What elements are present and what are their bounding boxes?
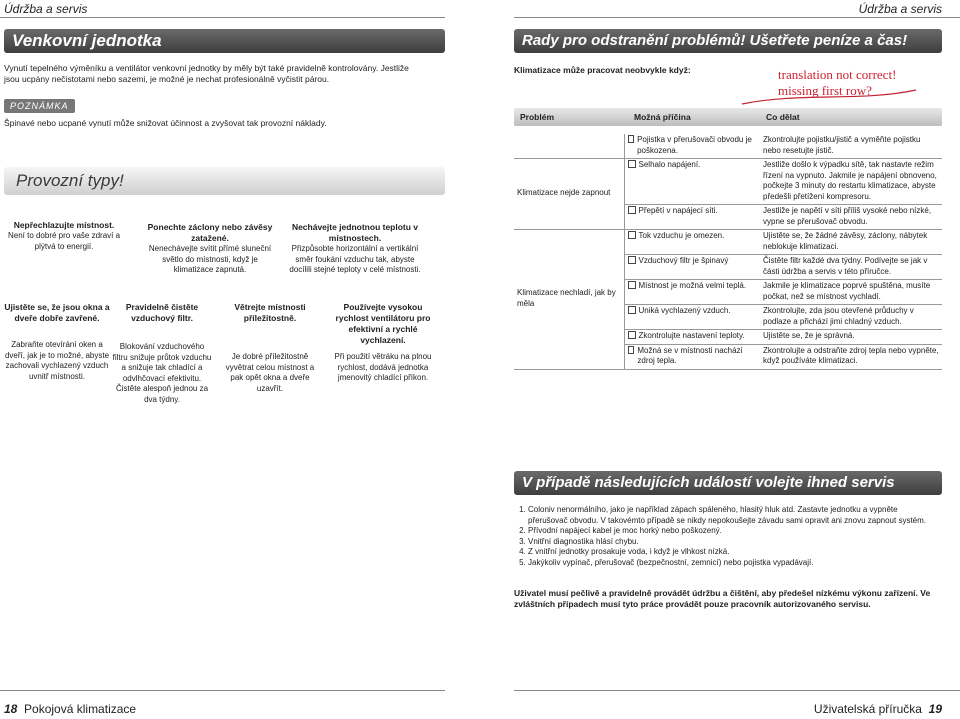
table-row bbox=[514, 230, 942, 255]
tip-card bbox=[328, 302, 438, 384]
problem-cell bbox=[514, 134, 624, 159]
action-cell: Čistěte filtr každé dva týdny. Podívejte se jak v části údržba a servis v této příručce. bbox=[760, 255, 942, 280]
checkbox-icon bbox=[628, 331, 636, 339]
tip-title: Větrejte místnosti příležitostně. bbox=[234, 302, 306, 323]
footer-rule-left bbox=[0, 690, 445, 691]
action-cell: Jestliže je napětí v síti příliš vysoké nebo nízké, vypne se přerušovač obvodu. bbox=[760, 205, 942, 230]
action-cell: Zkontrolujte, zda jsou otevřené průduchy v podlaze a přichází jimi chladný vzduch. bbox=[760, 305, 942, 330]
footer-title: Uživatelská příručka bbox=[813, 702, 922, 716]
col-header-action: Co dělat bbox=[766, 112, 800, 122]
checkbox-icon bbox=[628, 306, 636, 314]
outdoor-intro: Vynutí tepelného výměníku a ventilátor venkovní jednotky by měly být také pravidelně kontrolovány. Jestliže jsou ucpány nečistotami nebo sazemi, je možné je nechat profesionálně vyčistit párou. bbox=[4, 63, 409, 84]
cause-cell bbox=[624, 280, 760, 305]
col-header-problem: Problém bbox=[520, 112, 555, 122]
cause-cell bbox=[624, 330, 760, 345]
action-cell: Zkontrolujte a odstraňte zdroj tepla nebo vypněte, když používáte klimatizaci. bbox=[760, 344, 942, 369]
tip-text: Zabraňte otevírání oken a dveří, jak je to možné, abyste zachovali vychlazený vzduch uvnitř místnosti. bbox=[4, 340, 110, 381]
annotation-line: translation not correct! bbox=[778, 67, 897, 82]
tip-text: Nenechávejte svítit přímé sluneční světlo do místnosti, když je klimatizace zapnutá. bbox=[148, 244, 272, 274]
cause-cell bbox=[624, 134, 760, 159]
checkbox-icon bbox=[628, 281, 636, 289]
tip-title: Pravidelně čistěte vzduchový filtr. bbox=[125, 302, 199, 323]
action-cell: Ujistěte se, že žádné závěsy, záclony, nábytek neblokuje klimatizaci. bbox=[760, 230, 942, 255]
problem-cell: Klimatizace nejde zapnout bbox=[514, 159, 624, 230]
outdoor-unit-banner: Venkovní jednotka bbox=[4, 29, 445, 53]
footer-title: Pokojová klimatizace bbox=[24, 702, 137, 716]
header-left: Údržba a servis bbox=[4, 2, 88, 16]
list-item: 4. Z vnitřní jednotky prosakuje voda, i když je vlhkost nízká. bbox=[528, 547, 938, 558]
checkbox-icon bbox=[628, 256, 636, 264]
troubleshooting-table bbox=[514, 134, 942, 370]
tip-card bbox=[144, 222, 276, 276]
list-item: 3. Vnitřní diagnostika hlásí chybu. bbox=[528, 537, 938, 548]
cause-text: Přepětí v napájecí síti. bbox=[638, 206, 718, 215]
note-badge: POZNÁMKA bbox=[4, 99, 75, 113]
cause-cell bbox=[624, 205, 760, 230]
action-cell: Zkontrolujte pojistku/jistič a vyměňte pojistku nebo resetujte jistič. bbox=[760, 134, 942, 159]
table-header bbox=[514, 108, 942, 126]
cause-text: Tok vzduchu je omezen. bbox=[638, 231, 725, 240]
cause-cell bbox=[624, 159, 760, 205]
tip-card bbox=[285, 222, 425, 276]
tip-title: Používejte vysokou rychlost ventilátoru pro efektivní a rychlé vychlazení. bbox=[335, 302, 431, 345]
cause-cell bbox=[624, 255, 760, 280]
cause-text: Místnost je možná velmi teplá. bbox=[638, 281, 747, 290]
tip-card bbox=[220, 302, 320, 394]
cause-cell bbox=[624, 230, 760, 255]
page-number: 18 bbox=[4, 702, 18, 716]
header-right: Údržba a servis bbox=[858, 2, 942, 16]
checkbox-icon bbox=[628, 206, 636, 214]
action-cell: Jestliže došlo k výpadku sítě, tak nastavte režim řízení na vypnuto. Jakmile je napájení obnoveno, počkejte 3 minuty do restartu klimatizace, abyste předešli přetížení kompresoru. bbox=[760, 159, 942, 205]
tip-text: Při použití větráku na plnou rychlost, dodává jednotka jmenovitý chladící příkon. bbox=[334, 352, 432, 382]
tip-title: Ujistěte se, že jsou okna a dveře dobře zavřené. bbox=[4, 302, 110, 323]
cause-text: Uniká vychlazený vzduch. bbox=[638, 306, 731, 315]
footer-left bbox=[4, 702, 136, 716]
checkbox-icon bbox=[628, 135, 635, 143]
tip-card bbox=[4, 302, 110, 382]
maintenance-warning: Uživatel musí pečlivě a pravidelně provádět údržbu a čištění, aby předešel nízkému výkonu zařízení. Ve zvláštních případech musí tyto práce provádět pouze pracovník autorizovaného servisu. bbox=[514, 588, 931, 609]
list-item: 2. Přívodní napájecí kabel je moc horký nebo poškozený. bbox=[528, 526, 938, 537]
problem-cell: Klimatizace nechladí, jak by měla bbox=[514, 230, 624, 370]
cause-text: Vzduchový filtr je špinavý bbox=[638, 256, 729, 265]
cause-cell bbox=[624, 344, 760, 369]
tip-text: Je dobré příležitostně vyvětrat celou místnost a pak opět okna a dveře uzavřít. bbox=[225, 352, 315, 393]
tip-card bbox=[112, 302, 212, 405]
annotation-underline bbox=[740, 84, 920, 108]
tips-banner: Provozní typy! bbox=[4, 167, 445, 195]
page-number: 19 bbox=[928, 702, 942, 716]
list-item: 5. Jakýkoliv vypínač, přerušovač (bezpečnostní, zemnicí) nebo pojistka vypadávají. bbox=[528, 558, 938, 569]
tip-text: Blokování vzduchového filtru snižuje průtok vzduchu a snižuje tak chladící a odvlhčovací efektivitu. Čistěte alespoň jednou za dva týdny. bbox=[112, 342, 212, 404]
tip-title: Nechávejte jednotnou teplotu v místnostech. bbox=[291, 222, 419, 243]
tip-title: Nepřechlazujte místnost. bbox=[13, 220, 115, 230]
annotation-line: missing first row? bbox=[778, 83, 872, 98]
cause-text: Pojistka v přerušovači obvodu je poškozena. bbox=[637, 135, 752, 155]
col-header-cause: Možná příčina bbox=[634, 112, 691, 122]
header-rule-left bbox=[0, 17, 445, 18]
checkbox-icon bbox=[628, 231, 636, 239]
troubleshooting-banner: Rady pro odstranění problémů! Ušetřete peníze a čas! bbox=[514, 29, 942, 53]
action-cell: Ujistěte se, že je správná. bbox=[760, 330, 942, 345]
footer-right bbox=[814, 702, 942, 716]
checkbox-icon bbox=[628, 346, 635, 354]
tip-text: Není to dobré pro vaše zdraví a plýtvá to energií. bbox=[7, 231, 121, 251]
cause-text: Zkontrolujte nastavení teploty. bbox=[638, 331, 745, 340]
footer-rule-right bbox=[514, 690, 960, 691]
call-service-banner: V případě následujících událostí volejte ihned servis bbox=[514, 471, 942, 495]
troubleshooting-intro: Klimatizace může pracovat neobvykle když: bbox=[514, 65, 691, 75]
tip-card bbox=[4, 220, 124, 252]
note-text: Špinavé nebo ucpané vynutí může snižovat účinnost a zvyšovat tak provozní náklady. bbox=[4, 118, 327, 128]
checkbox-icon bbox=[628, 160, 636, 168]
cause-text: Selhalo napájení. bbox=[638, 160, 701, 169]
service-list bbox=[514, 505, 938, 568]
cause-cell bbox=[624, 305, 760, 330]
list-item: 1. Coloniv nenormálního, jako je například zápach spáleného, hlasitý hluk atd. Zastavte jednotku a vypněte přerušovač obvodu. V takovémto případě se nikdy nepokoušejte závadu sami opravit ani znovu zapnout systém. bbox=[528, 505, 938, 526]
tip-text: Přizpůsobte horizontální a vertikální směr foukání vzduchu tak, abyste docílili stejné teploty v celé místnosti. bbox=[289, 244, 421, 274]
tip-title: Ponechte záclony nebo závěsy zatažené. bbox=[147, 222, 273, 243]
table-row bbox=[514, 159, 942, 205]
cause-text: Možná se v místnosti nachází zdroj tepla. bbox=[637, 345, 743, 365]
header-rule-right bbox=[514, 17, 960, 18]
table-row bbox=[514, 134, 942, 159]
action-cell: Jakmile je klimatizace poprvé spuštěna, musíte počkat, než se místnost vychladí. bbox=[760, 280, 942, 305]
